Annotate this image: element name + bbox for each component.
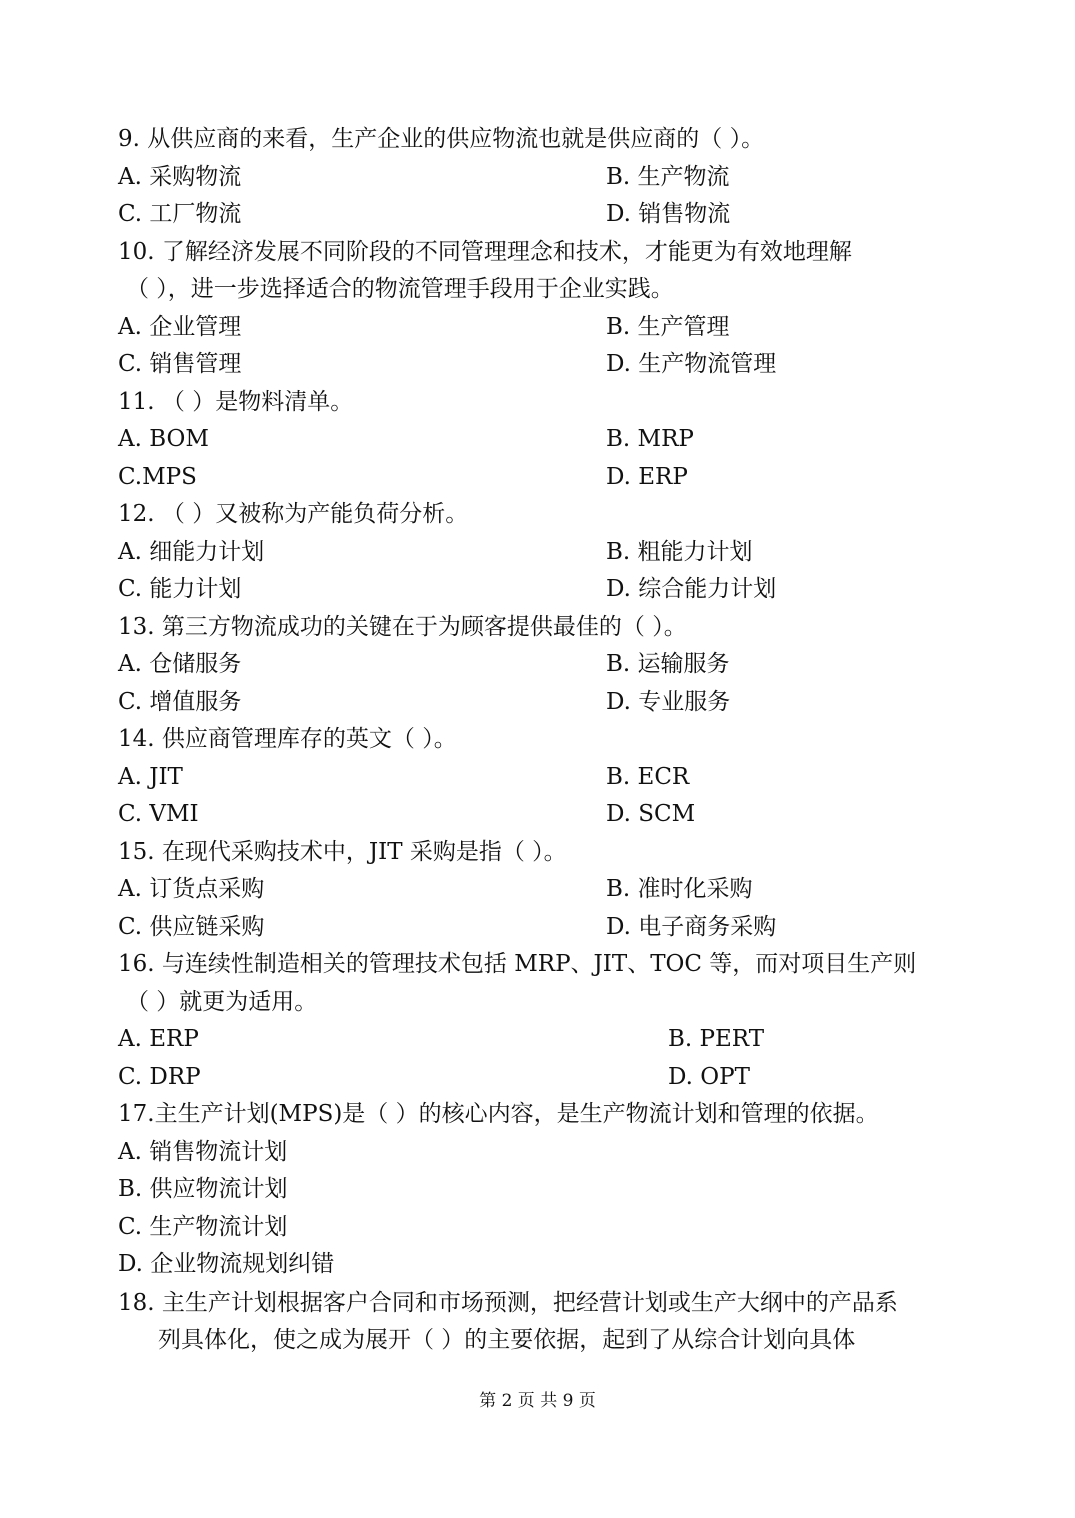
question-18-stem-line-1: 18. 主生产计划根据客户合同和市场预测，把经营计划或生产大纲中的产品系: [118, 1290, 898, 1316]
question-18-stem-line-2: 列具体化，使之成为展开（ ）的主要依据，起到了从综合计划向具体: [158, 1327, 856, 1353]
question-14-option-a: A. JIT: [118, 764, 183, 790]
question-17-stem: 17.主生产计划(MPS)是（ ）的核心内容，是生产物流计划和管理的依据。: [118, 1101, 879, 1127]
question-15-stem: 15. 在现代采购技术中，JIT 采购是指（ ）。: [118, 839, 567, 865]
question-14-option-b: B. ECR: [606, 764, 690, 790]
question-12-option-d: D. 综合能力计划: [606, 576, 777, 602]
question-10-option-b: B. 生产管理: [606, 314, 730, 340]
question-13-option-b: B. 运输服务: [606, 651, 730, 677]
question-14-option-d: D. SCM: [606, 801, 696, 827]
page-footer: 第 2 页 共 9 页: [479, 1391, 596, 1411]
question-13-option-a: A. 仓储服务: [118, 651, 242, 677]
question-12-stem: 12. （ ）又被称为产能负荷分析。: [118, 501, 469, 527]
question-17-option-a: A. 销售物流计划: [118, 1139, 288, 1165]
question-12-option-b: B. 粗能力计划: [606, 539, 753, 565]
question-10-option-d: D. 生产物流管理: [606, 351, 777, 377]
question-9-option-b: B. 生产物流: [606, 164, 730, 190]
question-16-option-c: C. DRP: [118, 1064, 201, 1090]
question-15-option-c: C. 供应链采购: [118, 914, 265, 940]
question-9-option-d: D. 销售物流: [606, 201, 731, 227]
question-10-option-a: A. 企业管理: [118, 314, 242, 340]
question-13-option-c: C. 增值服务: [118, 689, 242, 715]
question-11-option-c: C.MPS: [118, 464, 197, 490]
question-9-option-c: C. 工厂物流: [118, 201, 242, 227]
question-11-option-a: A. BOM: [118, 426, 209, 452]
question-17-option-b: B. 供应物流计划: [118, 1176, 288, 1202]
question-12-option-a: A. 细能力计划: [118, 539, 265, 565]
question-11-option-d: D. ERP: [606, 464, 688, 490]
question-10-stem-line-2: （ ），进一步选择适合的物流管理手段用于企业实践。: [126, 276, 674, 302]
question-15-option-b: B. 准时化采购: [606, 876, 753, 902]
question-13-stem: 13. 第三方物流成功的关键在于为顾客提供最佳的（ ）。: [118, 614, 687, 640]
question-11-option-b: B. MRP: [606, 426, 694, 452]
question-11-stem: 11. （ ）是物料清单。: [118, 389, 354, 415]
question-16-option-a: A. ERP: [118, 1026, 199, 1052]
question-13-option-d: D. 专业服务: [606, 689, 731, 715]
question-15-option-a: A. 订货点采购: [118, 876, 265, 902]
question-17-option-c: C. 生产物流计划: [118, 1214, 288, 1240]
question-10-option-c: C. 销售管理: [118, 351, 242, 377]
question-17-option-d: D. 企业物流规划纠错: [118, 1251, 335, 1277]
question-16-option-b: B. PERT: [668, 1026, 765, 1052]
question-12-option-c: C. 能力计划: [118, 576, 242, 602]
question-9-option-a: A. 采购物流: [118, 164, 242, 190]
question-9-stem: 9. 从供应商的来看，生产企业的供应物流也就是供应商的（ ）。: [118, 126, 765, 152]
question-16-stem-line-1: 16. 与连续性制造相关的管理技术包括 MRP、JIT、TOC 等，而对项目生产则: [118, 951, 917, 977]
question-10-stem-line-1: 10. 了解经济发展不同阶段的不同管理理念和技术，才能更为有效地理解: [118, 239, 852, 265]
question-15-option-d: D. 电子商务采购: [606, 914, 777, 940]
question-16-stem-line-2: （ ）就更为适用。: [126, 989, 318, 1015]
question-16-option-d: D. OPT: [668, 1064, 750, 1090]
question-14-option-c: C. VMI: [118, 801, 199, 827]
question-14-stem: 14. 供应商管理库存的英文（ ）。: [118, 726, 457, 752]
